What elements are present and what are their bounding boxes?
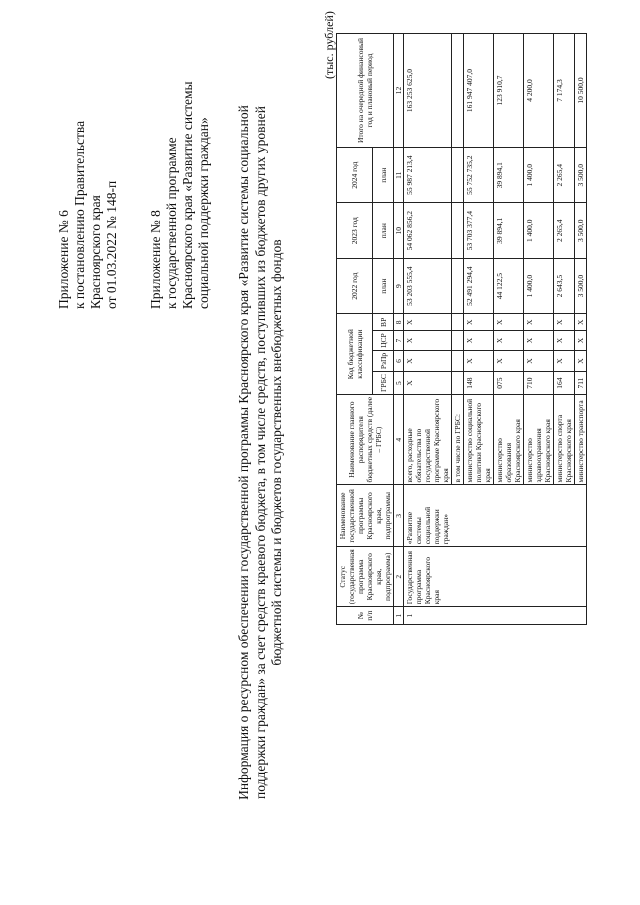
title-line: поддержки граждан» за счет средств краевого бюджета, в том числе средств, поступивших из бюджетов других уровней	[252, 106, 268, 799]
document-title	[236, 40, 286, 865]
table-row	[404, 34, 452, 625]
csr-cell: Х	[575, 331, 587, 351]
grbs-code-cell: 075	[494, 372, 524, 395]
rzpr-cell: Х	[524, 350, 554, 371]
total-cell: 4 200,0	[524, 34, 554, 148]
vr-cell: Х	[554, 314, 575, 331]
value-2024-cell: 55 752 735,2	[464, 148, 494, 203]
value-2022-cell: 53 203 555,4	[404, 258, 452, 313]
col-header-csr: ЦСР	[373, 331, 394, 351]
grbs-name-cell: министерство транспорта	[575, 394, 587, 485]
column-index: 10	[394, 203, 404, 258]
grbs-name-cell: всего, расходные обязательства по государственной программе Красноярского края	[404, 394, 452, 485]
value-2023-cell: 3 500,0	[575, 203, 587, 258]
rzpr-cell: Х	[404, 350, 452, 371]
value-2024-cell: 1 400,0	[524, 148, 554, 203]
vr-cell: Х	[404, 314, 452, 331]
grbs-name-cell: министерство спорта Красноярского края	[554, 394, 575, 485]
total-cell: 123 910,7	[494, 34, 524, 148]
row-number: 1	[404, 607, 587, 625]
appendix-6-line: от 01.03.2022 № 148-п	[104, 180, 119, 309]
csr-cell	[452, 331, 464, 351]
col-header-code-group: Код бюджетной классификации	[337, 314, 373, 395]
value-2022-cell: 3 500,0	[575, 258, 587, 313]
col-header-2023: 2023 год	[337, 203, 373, 258]
vr-cell: Х	[575, 314, 587, 331]
col-header-vr: ВР	[373, 314, 394, 331]
total-cell	[452, 34, 464, 148]
csr-cell: Х	[404, 331, 452, 351]
grbs-code-cell	[452, 372, 464, 395]
appendix-6-header	[56, 121, 120, 309]
value-2023-cell: 2 265,4	[554, 203, 575, 258]
rzpr-cell	[452, 350, 464, 371]
value-2024-cell: 55 987 213,4	[404, 148, 452, 203]
value-2022-cell: 52 491 294,4	[464, 258, 494, 313]
appendix-8-line: Приложение № 8	[148, 210, 163, 309]
column-index: 7	[394, 331, 404, 351]
total-cell: 10 500,0	[575, 34, 587, 148]
program-name: «Развитие системы социальной поддержки граждан»	[404, 485, 587, 547]
value-2023-cell: 53 703 377,4	[464, 203, 494, 258]
col-header-name: Наименование государственной программы Красноярского края, подпрограммы	[337, 485, 394, 547]
col-header-status: Статус (государственная программа Красноярского края, подпрограмма)	[337, 547, 394, 607]
value-2022-cell: 2 643,5	[554, 258, 575, 313]
value-2024-cell: 39 894,1	[494, 148, 524, 203]
col-header-plan-2022: план	[373, 258, 394, 313]
col-header-rzpr: РзПр	[373, 350, 394, 371]
program-status: Государственная программа Красноярского края	[404, 547, 587, 607]
title-line: бюджетной системы и бюджетов государственных внебюджетных фондов	[269, 239, 284, 666]
grbs-name-cell: министерство образования Красноярского края	[494, 394, 524, 485]
value-2022-cell	[452, 258, 464, 313]
column-index: 8	[394, 314, 404, 331]
col-header-2022: 2022 год	[337, 258, 373, 313]
col-header-total: Итого на очередной финансовый год и плановый период	[337, 34, 394, 148]
col-header-plan-2023: план	[373, 203, 394, 258]
rzpr-cell: Х	[494, 350, 524, 371]
column-index-row	[394, 34, 404, 625]
value-2023-cell	[452, 203, 464, 258]
appendix-8-line: социальной поддержки граждан»	[196, 117, 211, 309]
value-2023-cell: 54 062 856,2	[404, 203, 452, 258]
grbs-code-cell: Х	[404, 372, 452, 395]
grbs-name-cell: министерство социальной политики Красноярского края	[464, 394, 494, 485]
value-2022-cell: 1 400,0	[524, 258, 554, 313]
rzpr-cell: Х	[575, 350, 587, 371]
total-cell: 7 174,3	[554, 34, 575, 148]
appendix-6-line: Приложение № 6	[56, 210, 71, 309]
units-label: (тыс. рублей)	[322, 11, 336, 79]
value-2024-cell: 3 500,0	[575, 148, 587, 203]
grbs-code-cell: 148	[464, 372, 494, 395]
vr-cell	[452, 314, 464, 331]
col-header-num: № п/п	[337, 607, 394, 625]
csr-cell: Х	[464, 331, 494, 351]
column-index: 11	[394, 148, 404, 203]
appendix-8-line: к государственной программе	[164, 137, 179, 309]
appendix-6-line: к постановлению Правительства	[72, 120, 87, 309]
value-2024-cell	[452, 148, 464, 203]
column-index: 3	[394, 485, 404, 547]
vr-cell: Х	[464, 314, 494, 331]
column-index: 4	[394, 394, 404, 485]
value-2024-cell: 2 265,4	[554, 148, 575, 203]
csr-cell: Х	[524, 331, 554, 351]
col-header-code-grbs: ГРБС	[373, 372, 394, 395]
col-header-grbs-name: Наименование главного распорядителя бюджетных средств (далее – ГРБС)	[337, 394, 394, 485]
appendix-6-line: Красноярского края	[88, 195, 103, 309]
title-line: Информация о ресурсном обеспечении государственной программы Красноярского края «Развитие системы социальной	[236, 105, 251, 800]
column-index: 1	[394, 607, 404, 625]
total-cell: 163 253 625,0	[404, 34, 452, 148]
grbs-name-cell: в том числе по ГРБС:	[452, 394, 464, 485]
column-index: 2	[394, 547, 404, 607]
value-2023-cell: 1 400,0	[524, 203, 554, 258]
grbs-code-cell: 711	[575, 372, 587, 395]
col-header-2024: 2024 год	[337, 148, 373, 203]
vr-cell: Х	[494, 314, 524, 331]
column-index: 5	[394, 372, 404, 395]
value-2022-cell: 44 122,5	[494, 258, 524, 313]
col-header-plan-2024: план	[373, 148, 394, 203]
value-2023-cell: 39 894,1	[494, 203, 524, 258]
grbs-code-cell: 164	[554, 372, 575, 395]
total-cell: 161 947 407,0	[464, 34, 494, 148]
grbs-code-cell: 710	[524, 372, 554, 395]
appendix-8-line: Красноярского края «Развитие системы	[180, 81, 195, 309]
table-header-row	[337, 34, 373, 625]
vr-cell: Х	[524, 314, 554, 331]
csr-cell: Х	[554, 331, 575, 351]
rzpr-cell: Х	[464, 350, 494, 371]
grbs-name-cell: министерство здравоохранения Красноярского края	[524, 394, 554, 485]
appendix-8-header	[148, 81, 212, 309]
column-index: 9	[394, 258, 404, 313]
csr-cell: Х	[494, 331, 524, 351]
rzpr-cell: Х	[554, 350, 575, 371]
resource-table	[336, 33, 587, 625]
column-index: 6	[394, 350, 404, 371]
column-index: 12	[394, 34, 404, 148]
